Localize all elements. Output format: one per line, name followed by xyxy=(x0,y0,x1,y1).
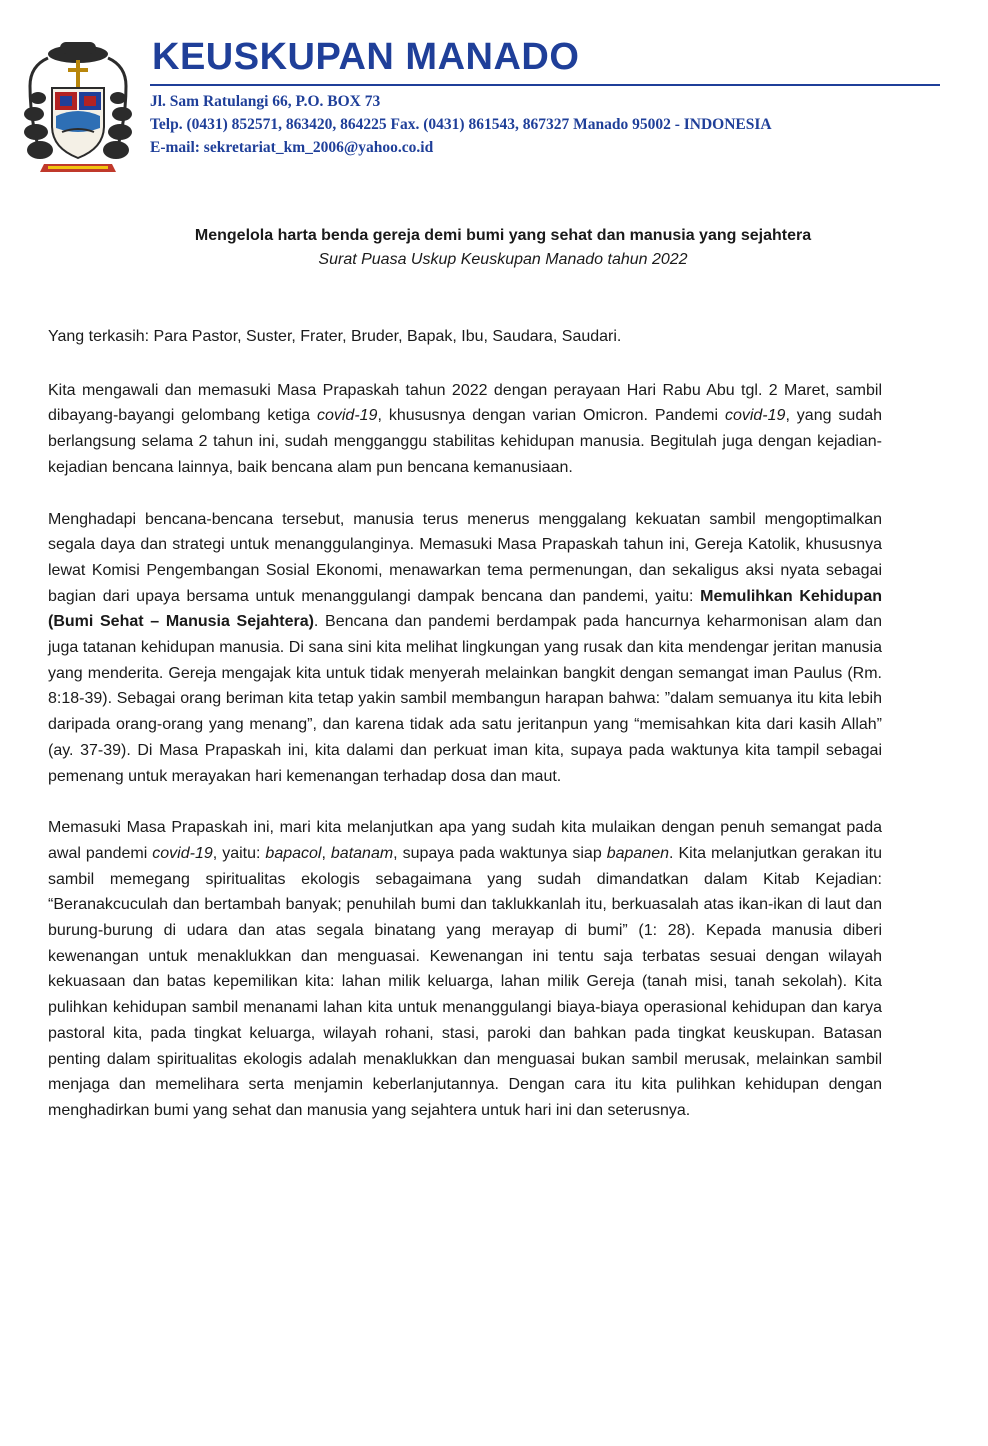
paragraph-text: . Bencana dan pandemi berdampak pada hancurnya keharmonisan alam dan juga tatanan kehidupan manusia. Di sana sini kita melihat lingkungan yang rusak dan kita mendengar jeritan manusia yang menderita. Gereja mengajak kita untuk tidak menyerah melainkan bangkit dengan semangat iman Paulus (Rm. 8:18-39). Sebagai orang beriman kita tetap yakin sambil membangun harapan bahwa: ”dalam semuanya itu kita lebih daripada orang-orang yang menang”, dan karena tidak ada satu jeritanpun yang “memisahkan kita dari kasih Allah” (ay. 37-39). Di Masa Prapaskah ini, kita dalami dan perkuat iman kita, supaya pada waktunya kita tampil sebagai pemenang untuk merayakan hari kemenangan terhadap dosa dan maut. xyxy=(48,613,882,785)
italic-text: batanam xyxy=(330,844,394,862)
body-paragraph xyxy=(48,815,882,1123)
italic-text: covid-19 xyxy=(724,407,786,425)
italic-text: bapanen xyxy=(606,844,670,862)
paragraph-text: , yang sudah berlangsung selama 2 tahun ini, sudah mengganggu stabilitas kehidupan manusia. Begitulah juga dengan kejadian-kejadian bencana lainnya, baik bencana alam pun bencana kemanusiaan. xyxy=(48,407,883,476)
document-title: Mengelola harta benda gereja demi bumi yang sehat dan manusia yang sejahtera xyxy=(194,227,812,244)
letterhead xyxy=(22,32,952,182)
paragraph-text: Menghadapi bencana-bencana tersebut, manusia terus menerus menggalang kekuatan sambil mengoptimalkan segala daya dan strategi untuk menanggulanginya. Memasuki Masa Prapaskah tahun ini, Gereja Katolik, khususnya lewat Komisi Pengembangan Sosial Ekonomi, menawarkan tema permenungan, dan sekaligus aksi nyata sebagai bagian dari upaya bersama untuk menanggulangi dampak bencana dan pandemi, yaitu: xyxy=(48,510,882,605)
document-subtitle: Surat Puasa Uskup Keuskupan Manado tahun 2022 xyxy=(318,251,688,268)
paragraph-text: Memasuki Masa Prapaskah ini, mari kita melanjutkan apa yang sudah kita mulaikan dengan penuh semangat pada awal pandemi xyxy=(48,819,882,862)
body-paragraph xyxy=(48,507,882,790)
italic-text: covid-19 xyxy=(316,407,378,425)
italic-text: bapacol xyxy=(265,844,322,862)
email-line: E-mail: sekretariat_km_2006@yahoo.co.id xyxy=(150,139,434,156)
paragraph-text: , khususnya dengan varian Omicron. Pandemi xyxy=(377,407,725,425)
address-line: Jl. Sam Ratulangi 66, P.O. BOX 73 xyxy=(150,93,381,110)
coat-of-arms-logo xyxy=(22,36,134,178)
body-paragraph xyxy=(48,378,882,481)
letterhead-text xyxy=(150,32,950,159)
letter-body xyxy=(48,324,882,1150)
paragraph-text: , yaitu: xyxy=(212,844,266,862)
paragraph-text: , supaya pada waktunya siap xyxy=(393,844,607,862)
paragraph-text: Kita mengawali dan memasuki Masa Prapaskah tahun 2022 dengan perayaan Hari Rabu Abu tgl. 2 Maret, sambil dibayang-bayangi gelombang ketiga xyxy=(48,381,882,425)
paragraph-list xyxy=(48,378,882,1124)
salutation: Yang terkasih: Para Pastor, Suster, Frater, Bruder, Bapak, Ibu, Saudara, Saudari. xyxy=(48,328,622,345)
phone-fax-line: Telp. (0431) 852571, 863420, 864225 Fax. (0431) 861543, 867327 Manado 95002 - INDONESIA xyxy=(150,116,772,133)
bold-text: Memulihkan Kehidupan (Bumi Sehat – Manusia Sejahtera) xyxy=(48,587,882,631)
organization-name: KEUSKUPAN MANADO xyxy=(152,36,580,78)
paragraph-text: . Kita melanjutkan gerakan itu sambil memegang spiritualitas ekologis sebagaimana yang sudah dimandatkan dalam Kitab Kejadian: “Beranakcuculah dan bertambah banyak; penuhilah bumi dan taklukkanlah itu, berkuasalah atas ikan-ikan di laut dan burung-burung di udara dan atas segala binatang yang merayap di bumi” (1: 28). Kepada manusia diberi kewenangan untuk menaklukkan dan menguasai. Kewenangan ini tentu saja terbatas sesuai dengan wilayah kekuasaan dan batas kepemilikan kita: lahan milik keluarga, lahan milik Gereja (tanah misi, tanah sekolah). Kita pulihkan kehidupan sambil menanami lahan kita untuk menanggulangi biaya-biaya operasional kehidupan dan karya pastoral kita, pada tingkat keluarga, wilayah rohani, stasi, paroki dan bahkan pada tingkat keuskupan. Batasan penting dalam spiritualitas ekologis adalah menaklukkan dan menguasai bukan sambil merusak, melainkan sambil menjaga dan memelihara serta menjamin keberlanjutannya. Dengan cara itu kita pulihkan kehidupan dengan menghadirkan bumi yang sehat dan manusia yang sejahtera untuk hari ini dan seterusnya. xyxy=(48,844,882,1119)
paragraph-text: , xyxy=(321,844,331,862)
title-block xyxy=(0,224,988,272)
italic-text: covid-19 xyxy=(152,844,213,862)
letterhead-divider xyxy=(150,84,940,86)
